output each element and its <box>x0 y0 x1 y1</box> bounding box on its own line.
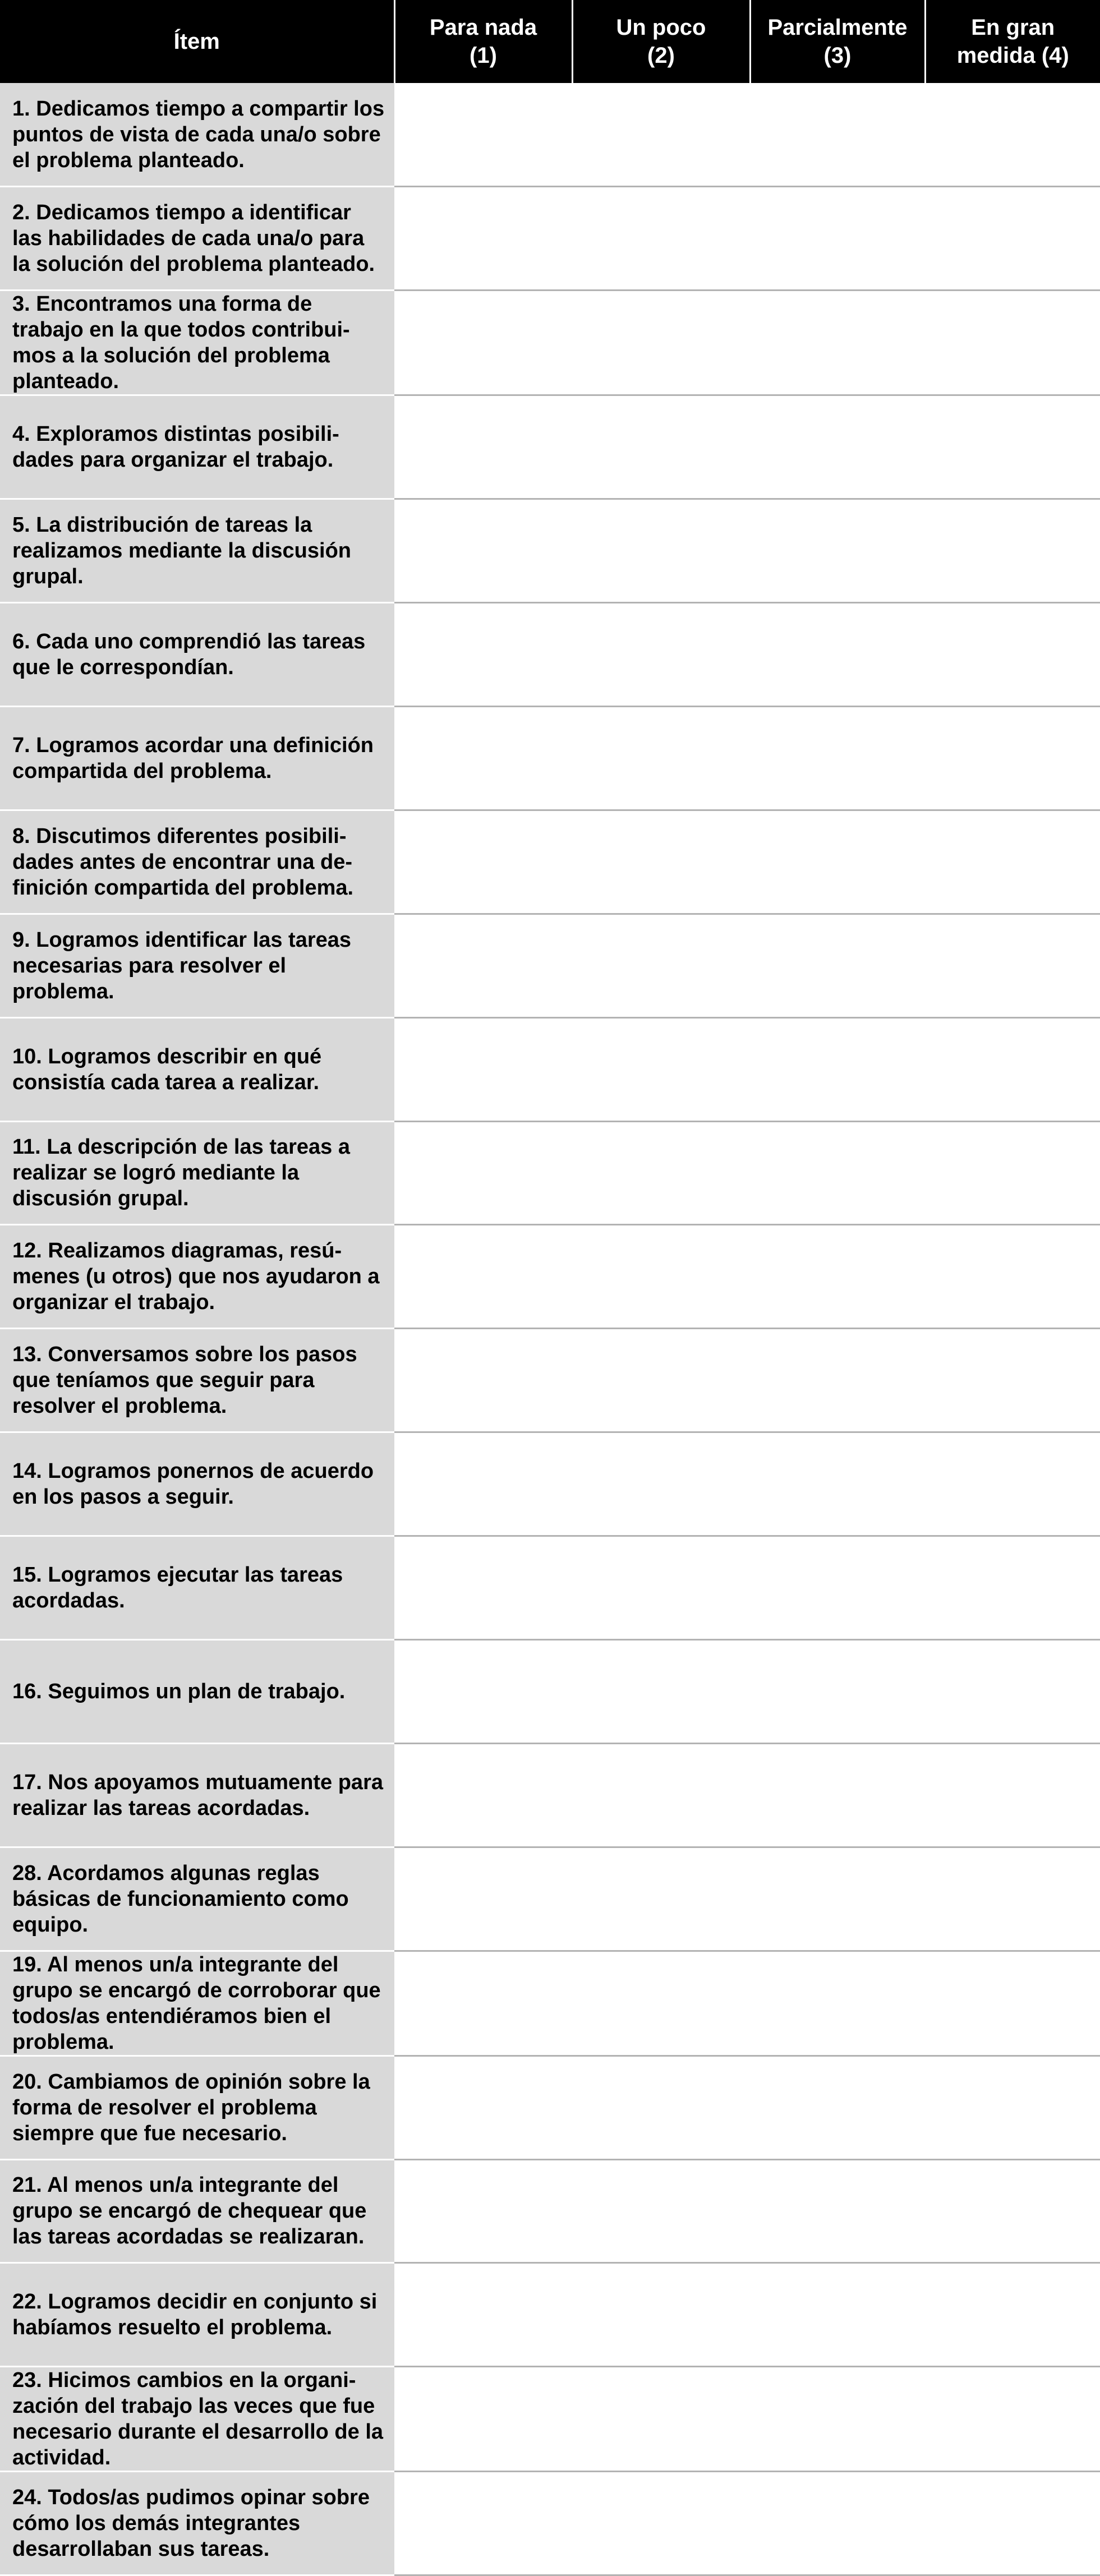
answer-para-nada[interactable] <box>394 83 572 187</box>
answer-un-poco[interactable] <box>572 1329 750 1432</box>
item-text: 1. Dedicamos tiempo a compartir los puntos de vista de cada una/o sobre el problema planteado. <box>0 83 394 187</box>
answer-para-nada[interactable] <box>394 1225 572 1329</box>
table-row <box>0 2367 1100 2472</box>
item-text: 23. Hicimos cambios en la organización del trabajo las veces que fue necesario durante el desarrollo de la actividad. <box>0 2367 394 2472</box>
table-row <box>0 2263 1100 2367</box>
answer-para-nada[interactable] <box>394 1432 572 1536</box>
table-row <box>0 706 1100 810</box>
answer-un-poco[interactable] <box>572 1951 750 2056</box>
header-score: (3) <box>823 43 852 68</box>
answer-parcialmente[interactable] <box>750 810 925 914</box>
answer-para-nada[interactable] <box>394 1121 572 1225</box>
answer-parcialmente[interactable] <box>750 1639 925 1743</box>
answer-parcialmente[interactable] <box>750 1017 925 1121</box>
answer-un-poco[interactable] <box>572 395 750 499</box>
table-row <box>0 914 1100 1017</box>
answer-un-poco[interactable] <box>572 1017 750 1121</box>
answer-parcialmente[interactable] <box>750 2263 925 2367</box>
header-label: En gran <box>971 15 1055 40</box>
answer-en-gran-medida[interactable] <box>925 395 1100 499</box>
answer-en-gran-medida[interactable] <box>925 291 1100 395</box>
answer-un-poco[interactable] <box>572 2263 750 2367</box>
answer-en-gran-medida[interactable] <box>925 2367 1100 2472</box>
answer-parcialmente[interactable] <box>750 1536 925 1640</box>
answer-en-gran-medida[interactable] <box>925 2056 1100 2159</box>
header-label: Parcialmente <box>767 15 908 40</box>
header-para-nada <box>394 0 572 83</box>
answer-en-gran-medida[interactable] <box>925 914 1100 1017</box>
table-row <box>0 1847 1100 1951</box>
item-text: 19. Al menos un/a integrante del grupo se encargó de corroborar que todos/as entendiéramos bien el problema. <box>0 1951 394 2056</box>
answer-parcialmente[interactable] <box>750 1847 925 1951</box>
answer-un-poco[interactable] <box>572 706 750 810</box>
item-text: 14. Logramos ponernos de acuerdo en los pasos a seguir. <box>0 1432 394 1536</box>
answer-un-poco[interactable] <box>572 1536 750 1640</box>
answer-un-poco[interactable] <box>572 1847 750 1951</box>
answer-un-poco[interactable] <box>572 83 750 187</box>
answer-en-gran-medida[interactable] <box>925 2472 1100 2575</box>
table-row <box>0 603 1100 707</box>
table-row <box>0 2472 1100 2575</box>
table-row <box>0 291 1100 395</box>
answer-en-gran-medida[interactable] <box>925 2263 1100 2367</box>
item-text: 8. Discutimos diferentes posibilidades antes de encontrar una definición compartida del problema. <box>0 810 394 914</box>
answer-para-nada[interactable] <box>394 1639 572 1743</box>
answer-para-nada[interactable] <box>394 395 572 499</box>
answer-un-poco[interactable] <box>572 499 750 603</box>
answer-para-nada[interactable] <box>394 810 572 914</box>
header-label: Para nada <box>429 15 537 40</box>
item-text: 16. Seguimos un plan de trabajo. <box>0 1639 394 1743</box>
answer-para-nada[interactable] <box>394 187 572 291</box>
answer-parcialmente[interactable] <box>750 1743 925 1847</box>
header-item: Ítem <box>0 0 394 83</box>
answer-un-poco[interactable] <box>572 1639 750 1743</box>
item-text: 5. La distribución de tareas la realizamos mediante la discusión grupal. <box>0 499 394 603</box>
answer-parcialmente[interactable] <box>750 2056 925 2159</box>
answer-un-poco[interactable] <box>572 810 750 914</box>
item-text: 13. Conversamos sobre los pasos que teníamos que seguir para resolver el problema. <box>0 1329 394 1432</box>
answer-para-nada[interactable] <box>394 1847 572 1951</box>
item-text: 21. Al menos un/a integrante del grupo se encargó de chequear que las tareas acordadas se realizaran. <box>0 2159 394 2263</box>
answer-para-nada[interactable] <box>394 2056 572 2159</box>
answer-un-poco[interactable] <box>572 2056 750 2159</box>
answer-parcialmente[interactable] <box>750 2159 925 2263</box>
answer-en-gran-medida[interactable] <box>925 706 1100 810</box>
table-row <box>0 395 1100 499</box>
answer-un-poco[interactable] <box>572 914 750 1017</box>
item-text: 15. Logramos ejecutar las tareas acordadas. <box>0 1536 394 1640</box>
answer-para-nada[interactable] <box>394 2472 572 2575</box>
answer-parcialmente[interactable] <box>750 706 925 810</box>
header-score: (1) <box>470 43 497 68</box>
item-text: 17. Nos apoyamos mutuamente para realizar las tareas acordadas. <box>0 1743 394 1847</box>
answer-un-poco[interactable] <box>572 291 750 395</box>
answer-en-gran-medida[interactable] <box>925 1432 1100 1536</box>
answer-un-poco[interactable] <box>572 2159 750 2263</box>
answer-parcialmente[interactable] <box>750 2472 925 2575</box>
answer-parcialmente[interactable] <box>750 1121 925 1225</box>
answer-parcialmente[interactable] <box>750 499 925 603</box>
answer-un-poco[interactable] <box>572 1432 750 1536</box>
item-text: 2. Dedicamos tiempo a identificar las habilidades de cada una/o para la solución del problema planteado. <box>0 187 394 291</box>
table-row <box>0 2056 1100 2159</box>
table-row <box>0 1743 1100 1847</box>
answer-para-nada[interactable] <box>394 1017 572 1121</box>
answer-en-gran-medida[interactable] <box>925 1329 1100 1432</box>
item-text: 11. La descripción de las tareas a realizar se logró mediante la discusión grupal. <box>0 1121 394 1225</box>
answer-para-nada[interactable] <box>394 2263 572 2367</box>
item-text: 24. Todos/as pudimos opinar sobre cómo los demás integrantes desarrollaban sus tareas. <box>0 2472 394 2575</box>
answer-en-gran-medida[interactable] <box>925 1951 1100 2056</box>
item-text: 12. Realizamos diagramas, resúmenes (u otros) que nos ayudaron a organizar el trabajo. <box>0 1225 394 1329</box>
table-row <box>0 1225 1100 1329</box>
answer-un-poco[interactable] <box>572 2367 750 2472</box>
table-row <box>0 2159 1100 2263</box>
answer-para-nada[interactable] <box>394 914 572 1017</box>
answer-un-poco[interactable] <box>572 1225 750 1329</box>
item-text: 10. Logramos describir en qué consistía cada tarea a realizar. <box>0 1017 394 1121</box>
item-text: 7. Logramos acordar una definición compartida del problema. <box>0 706 394 810</box>
answer-en-gran-medida[interactable] <box>925 2159 1100 2263</box>
answer-para-nada[interactable] <box>394 603 572 707</box>
header-label: Un poco <box>616 15 706 40</box>
answer-para-nada[interactable] <box>394 1329 572 1432</box>
answer-un-poco[interactable] <box>572 1121 750 1225</box>
answer-parcialmente[interactable] <box>750 291 925 395</box>
table-header <box>0 0 1100 83</box>
item-text: 6. Cada uno comprendió las tareas que le correspondían. <box>0 603 394 707</box>
item-text: 22. Logramos decidir en conjunto si habíamos resuelto el problema. <box>0 2263 394 2367</box>
answer-para-nada[interactable] <box>394 1951 572 2056</box>
answer-en-gran-medida[interactable] <box>925 1847 1100 1951</box>
answer-en-gran-medida[interactable] <box>925 603 1100 707</box>
header-en-gran-medida <box>925 0 1100 83</box>
table-row <box>0 83 1100 187</box>
table-row <box>0 1329 1100 1432</box>
answer-en-gran-medida[interactable] <box>925 499 1100 603</box>
answer-un-poco[interactable] <box>572 187 750 291</box>
header-score: (2) <box>647 43 675 68</box>
header-row <box>0 0 1100 83</box>
answer-parcialmente[interactable] <box>750 914 925 1017</box>
item-text: 4. Exploramos distintas posibilidades para organizar el trabajo. <box>0 395 394 499</box>
answer-para-nada[interactable] <box>394 706 572 810</box>
answer-en-gran-medida[interactable] <box>925 1639 1100 1743</box>
table-row <box>0 1536 1100 1640</box>
answer-parcialmente[interactable] <box>750 395 925 499</box>
table-row <box>0 1951 1100 2056</box>
answer-para-nada[interactable] <box>394 1536 572 1640</box>
answer-para-nada[interactable] <box>394 1743 572 1847</box>
item-text: 9. Logramos identificar las tareas necesarias para resolver el problema. <box>0 914 394 1017</box>
answer-para-nada[interactable] <box>394 291 572 395</box>
table-row <box>0 810 1100 914</box>
table-row <box>0 1017 1100 1121</box>
answer-parcialmente[interactable] <box>750 1225 925 1329</box>
table-body <box>0 83 1100 2575</box>
answer-un-poco[interactable] <box>572 2472 750 2575</box>
header-score: medida (4) <box>956 43 1069 68</box>
answer-en-gran-medida[interactable] <box>925 187 1100 291</box>
answer-parcialmente[interactable] <box>750 2367 925 2472</box>
answer-un-poco[interactable] <box>572 1743 750 1847</box>
table-row <box>0 499 1100 603</box>
answer-en-gran-medida[interactable] <box>925 83 1100 187</box>
answer-parcialmente[interactable] <box>750 187 925 291</box>
table-row <box>0 1432 1100 1536</box>
header-parcialmente <box>750 0 925 83</box>
answer-en-gran-medida[interactable] <box>925 1017 1100 1121</box>
item-text: 20. Cambiamos de opinión sobre la forma de resolver el problema siempre que fue necesario. <box>0 2056 394 2159</box>
answer-en-gran-medida[interactable] <box>925 1225 1100 1329</box>
answer-en-gran-medida[interactable] <box>925 1536 1100 1640</box>
table-row <box>0 1639 1100 1743</box>
answer-parcialmente[interactable] <box>750 83 925 187</box>
item-text: 28. Acordamos algunas reglas básicas de funcionamiento como equipo. <box>0 1847 394 1951</box>
answer-en-gran-medida[interactable] <box>925 1743 1100 1847</box>
header-un-poco <box>572 0 750 83</box>
answer-para-nada[interactable] <box>394 499 572 603</box>
answer-para-nada[interactable] <box>394 2367 572 2472</box>
answer-en-gran-medida[interactable] <box>925 810 1100 914</box>
answer-para-nada[interactable] <box>394 2159 572 2263</box>
answer-parcialmente[interactable] <box>750 1329 925 1432</box>
answer-parcialmente[interactable] <box>750 1951 925 2056</box>
table-row <box>0 1121 1100 1225</box>
answer-parcialmente[interactable] <box>750 603 925 707</box>
item-text: 3. Encontramos una forma de trabajo en la que todos contribuimos a la solución del problema planteado. <box>0 291 394 395</box>
table-row <box>0 187 1100 291</box>
answer-un-poco[interactable] <box>572 603 750 707</box>
answer-parcialmente[interactable] <box>750 1432 925 1536</box>
answer-en-gran-medida[interactable] <box>925 1121 1100 1225</box>
